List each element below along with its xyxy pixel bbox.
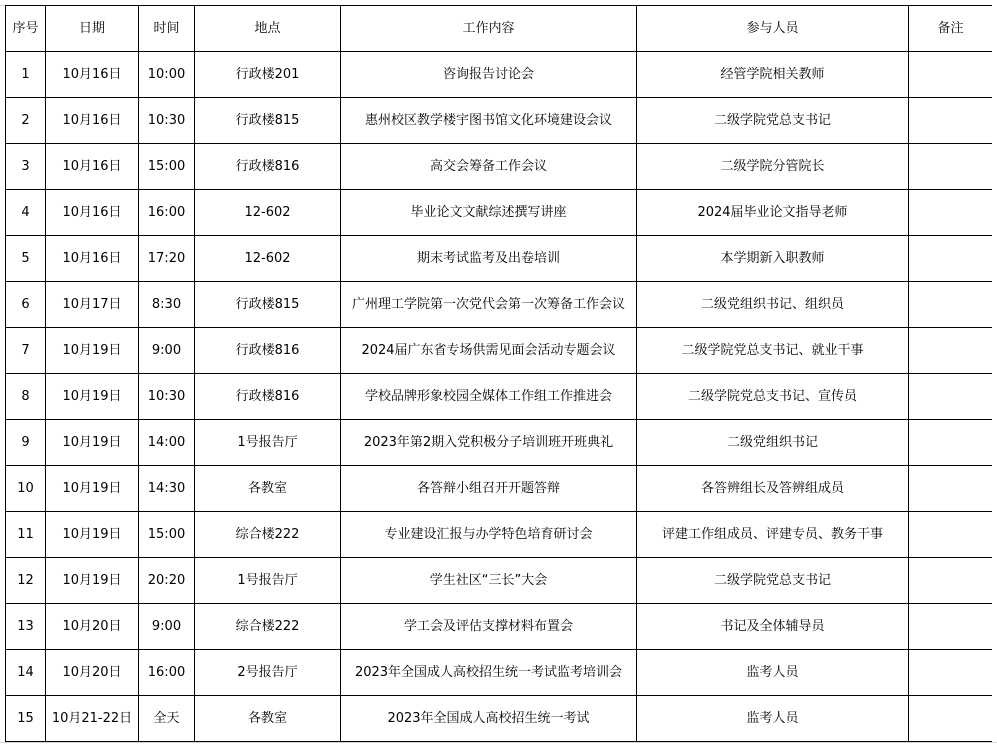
cell-people[interactable]: 二级党组织书记 <box>637 420 909 466</box>
cell-time[interactable]: 9:00 <box>139 328 195 374</box>
cell-seq[interactable]: 11 <box>6 512 46 558</box>
cell-people[interactable]: 本学期新入职教师 <box>637 236 909 282</box>
cell-people[interactable]: 书记及全体辅导员 <box>637 604 909 650</box>
cell-content[interactable]: 高交会筹备工作会议 <box>341 144 637 190</box>
cell-place[interactable]: 行政楼201 <box>195 52 341 98</box>
cell-seq[interactable]: 12 <box>6 558 46 604</box>
cell-time[interactable]: 10:00 <box>139 52 195 98</box>
table-row[interactable] <box>6 236 993 282</box>
cell-people[interactable]: 二级学院分管院长 <box>637 144 909 190</box>
cell-people[interactable]: 二级学院党总支书记、宣传员 <box>637 374 909 420</box>
cell-content[interactable]: 2024届广东省专场供需见面会活动专题会议 <box>341 328 637 374</box>
cell-place[interactable]: 行政楼816 <box>195 374 341 420</box>
cell-note[interactable] <box>909 236 993 282</box>
cell-content[interactable]: 毕业论文文献综述撰写讲座 <box>341 190 637 236</box>
cell-people[interactable]: 监考人员 <box>637 650 909 696</box>
cell-date[interactable]: 10月16日 <box>46 190 139 236</box>
cell-people[interactable]: 监考人员 <box>637 696 909 742</box>
cell-time[interactable]: 16:00 <box>139 190 195 236</box>
cell-people[interactable]: 二级学院党总支书记 <box>637 558 909 604</box>
cell-date[interactable]: 10月16日 <box>46 52 139 98</box>
cell-content[interactable]: 各答辩小组召开开题答辩 <box>341 466 637 512</box>
cell-time[interactable]: 14:30 <box>139 466 195 512</box>
cell-time[interactable]: 17:20 <box>139 236 195 282</box>
cell-note[interactable] <box>909 52 993 98</box>
cell-time[interactable]: 14:00 <box>139 420 195 466</box>
cell-note[interactable] <box>909 282 993 328</box>
cell-note[interactable] <box>909 420 993 466</box>
cell-time[interactable]: 全天 <box>139 696 195 742</box>
cell-time[interactable]: 9:00 <box>139 604 195 650</box>
cell-content[interactable]: 广州理工学院第一次党代会第一次筹备工作会议 <box>341 282 637 328</box>
table-row[interactable] <box>6 144 993 190</box>
table-row[interactable] <box>6 52 993 98</box>
cell-date[interactable]: 10月19日 <box>46 420 139 466</box>
table-row[interactable] <box>6 328 993 374</box>
cell-date[interactable]: 10月19日 <box>46 558 139 604</box>
cell-content[interactable]: 学生社区“三长”大会 <box>341 558 637 604</box>
cell-seq[interactable]: 1 <box>6 52 46 98</box>
cell-date[interactable]: 10月19日 <box>46 374 139 420</box>
header-seq: 序号 <box>6 6 46 52</box>
table-row[interactable] <box>6 466 993 512</box>
cell-place[interactable]: 行政楼815 <box>195 98 341 144</box>
cell-date[interactable]: 10月20日 <box>46 604 139 650</box>
cell-content[interactable]: 2023年全国成人高校招生统一考试监考培训会 <box>341 650 637 696</box>
cell-seq[interactable]: 13 <box>6 604 46 650</box>
cell-date[interactable]: 10月16日 <box>46 144 139 190</box>
table-row[interactable] <box>6 374 993 420</box>
cell-note[interactable] <box>909 650 993 696</box>
cell-note[interactable] <box>909 512 993 558</box>
header-date: 日期 <box>46 6 139 52</box>
cell-note[interactable] <box>909 558 993 604</box>
cell-seq[interactable]: 7 <box>6 328 46 374</box>
cell-place[interactable]: 12-602 <box>195 236 341 282</box>
cell-people[interactable]: 二级学院党总支书记、就业干事 <box>637 328 909 374</box>
cell-content[interactable]: 学工会及评估支撑材料布置会 <box>341 604 637 650</box>
cell-content[interactable]: 期末考试监考及出卷培训 <box>341 236 637 282</box>
cell-date[interactable]: 10月19日 <box>46 466 139 512</box>
cell-date[interactable]: 10月17日 <box>46 282 139 328</box>
cell-note[interactable] <box>909 374 993 420</box>
cell-place[interactable]: 各教室 <box>195 466 341 512</box>
header-row <box>6 6 993 52</box>
cell-time[interactable]: 10:30 <box>139 98 195 144</box>
table-row[interactable] <box>6 420 993 466</box>
header-content: 工作内容 <box>341 6 637 52</box>
cell-place[interactable]: 行政楼816 <box>195 144 341 190</box>
cell-note[interactable] <box>909 604 993 650</box>
cell-content[interactable]: 惠州校区教学楼宇图书馆文化环境建设会议 <box>341 98 637 144</box>
cell-note[interactable] <box>909 190 993 236</box>
cell-seq[interactable]: 15 <box>6 696 46 742</box>
table-row[interactable] <box>6 98 993 144</box>
header-note: 备注 <box>909 6 993 52</box>
cell-seq[interactable]: 5 <box>6 236 46 282</box>
cell-seq[interactable]: 2 <box>6 98 46 144</box>
table-row[interactable] <box>6 282 993 328</box>
grid-bottom-edge <box>0 742 997 748</box>
cell-seq[interactable]: 3 <box>6 144 46 190</box>
table-row[interactable] <box>6 604 993 650</box>
header-place: 地点 <box>195 6 341 52</box>
cell-note[interactable] <box>909 98 993 144</box>
cell-seq[interactable]: 8 <box>6 374 46 420</box>
cell-seq[interactable]: 6 <box>6 282 46 328</box>
cell-place[interactable]: 行政楼815 <box>195 282 341 328</box>
header-time: 时间 <box>139 6 195 52</box>
cell-place[interactable]: 行政楼816 <box>195 328 341 374</box>
grid-right-edge <box>992 0 997 748</box>
cell-content[interactable]: 专业建设汇报与办学特色培育研讨会 <box>341 512 637 558</box>
table-row[interactable] <box>6 558 993 604</box>
cell-date[interactable]: 10月19日 <box>46 512 139 558</box>
cell-note[interactable] <box>909 328 993 374</box>
cell-people[interactable]: 二级学院党总支书记 <box>637 98 909 144</box>
cell-place[interactable]: 综合楼222 <box>195 604 341 650</box>
table-row[interactable] <box>6 190 993 236</box>
table-row[interactable] <box>6 650 993 696</box>
table-row[interactable] <box>6 696 993 742</box>
cell-content[interactable]: 咨询报告讨论会 <box>341 52 637 98</box>
cell-place[interactable]: 12-602 <box>195 190 341 236</box>
cell-place[interactable]: 1号报告厅 <box>195 558 341 604</box>
cell-content[interactable]: 2023年第2期入党积极分子培训班开班典礼 <box>341 420 637 466</box>
cell-seq[interactable]: 10 <box>6 466 46 512</box>
cell-note[interactable] <box>909 466 993 512</box>
cell-date[interactable]: 10月21-22日 <box>46 696 139 742</box>
cell-place[interactable]: 综合楼222 <box>195 512 341 558</box>
cell-content[interactable]: 学校品牌形象校园全媒体工作组工作推进会 <box>341 374 637 420</box>
cell-place[interactable]: 1号报告厅 <box>195 420 341 466</box>
cell-time[interactable]: 10:30 <box>139 374 195 420</box>
schedule-table <box>5 5 993 742</box>
cell-time[interactable]: 20:20 <box>139 558 195 604</box>
cell-note[interactable] <box>909 696 993 742</box>
cell-time[interactable]: 8:30 <box>139 282 195 328</box>
cell-time[interactable]: 15:00 <box>139 512 195 558</box>
cell-time[interactable]: 15:00 <box>139 144 195 190</box>
cell-date[interactable]: 10月16日 <box>46 98 139 144</box>
cell-place[interactable]: 各教室 <box>195 696 341 742</box>
cell-seq[interactable]: 9 <box>6 420 46 466</box>
cell-people[interactable]: 经管学院相关教师 <box>637 52 909 98</box>
cell-date[interactable]: 10月20日 <box>46 650 139 696</box>
cell-people[interactable]: 评建工作组成员、评建专员、教务干事 <box>637 512 909 558</box>
header-people: 参与人员 <box>637 6 909 52</box>
cell-date[interactable]: 10月19日 <box>46 328 139 374</box>
cell-place[interactable]: 2号报告厅 <box>195 650 341 696</box>
table-row[interactable] <box>6 512 993 558</box>
cell-date[interactable]: 10月16日 <box>46 236 139 282</box>
cell-seq[interactable]: 4 <box>6 190 46 236</box>
cell-note[interactable] <box>909 144 993 190</box>
cell-seq[interactable]: 14 <box>6 650 46 696</box>
cell-people[interactable]: 2024届毕业论文指导老师 <box>637 190 909 236</box>
cell-people[interactable]: 各答辨组长及答辨组成员 <box>637 466 909 512</box>
cell-people[interactable]: 二级党组织书记、组织员 <box>637 282 909 328</box>
cell-content[interactable]: 2023年全国成人高校招生统一考试 <box>341 696 637 742</box>
cell-time[interactable]: 16:00 <box>139 650 195 696</box>
